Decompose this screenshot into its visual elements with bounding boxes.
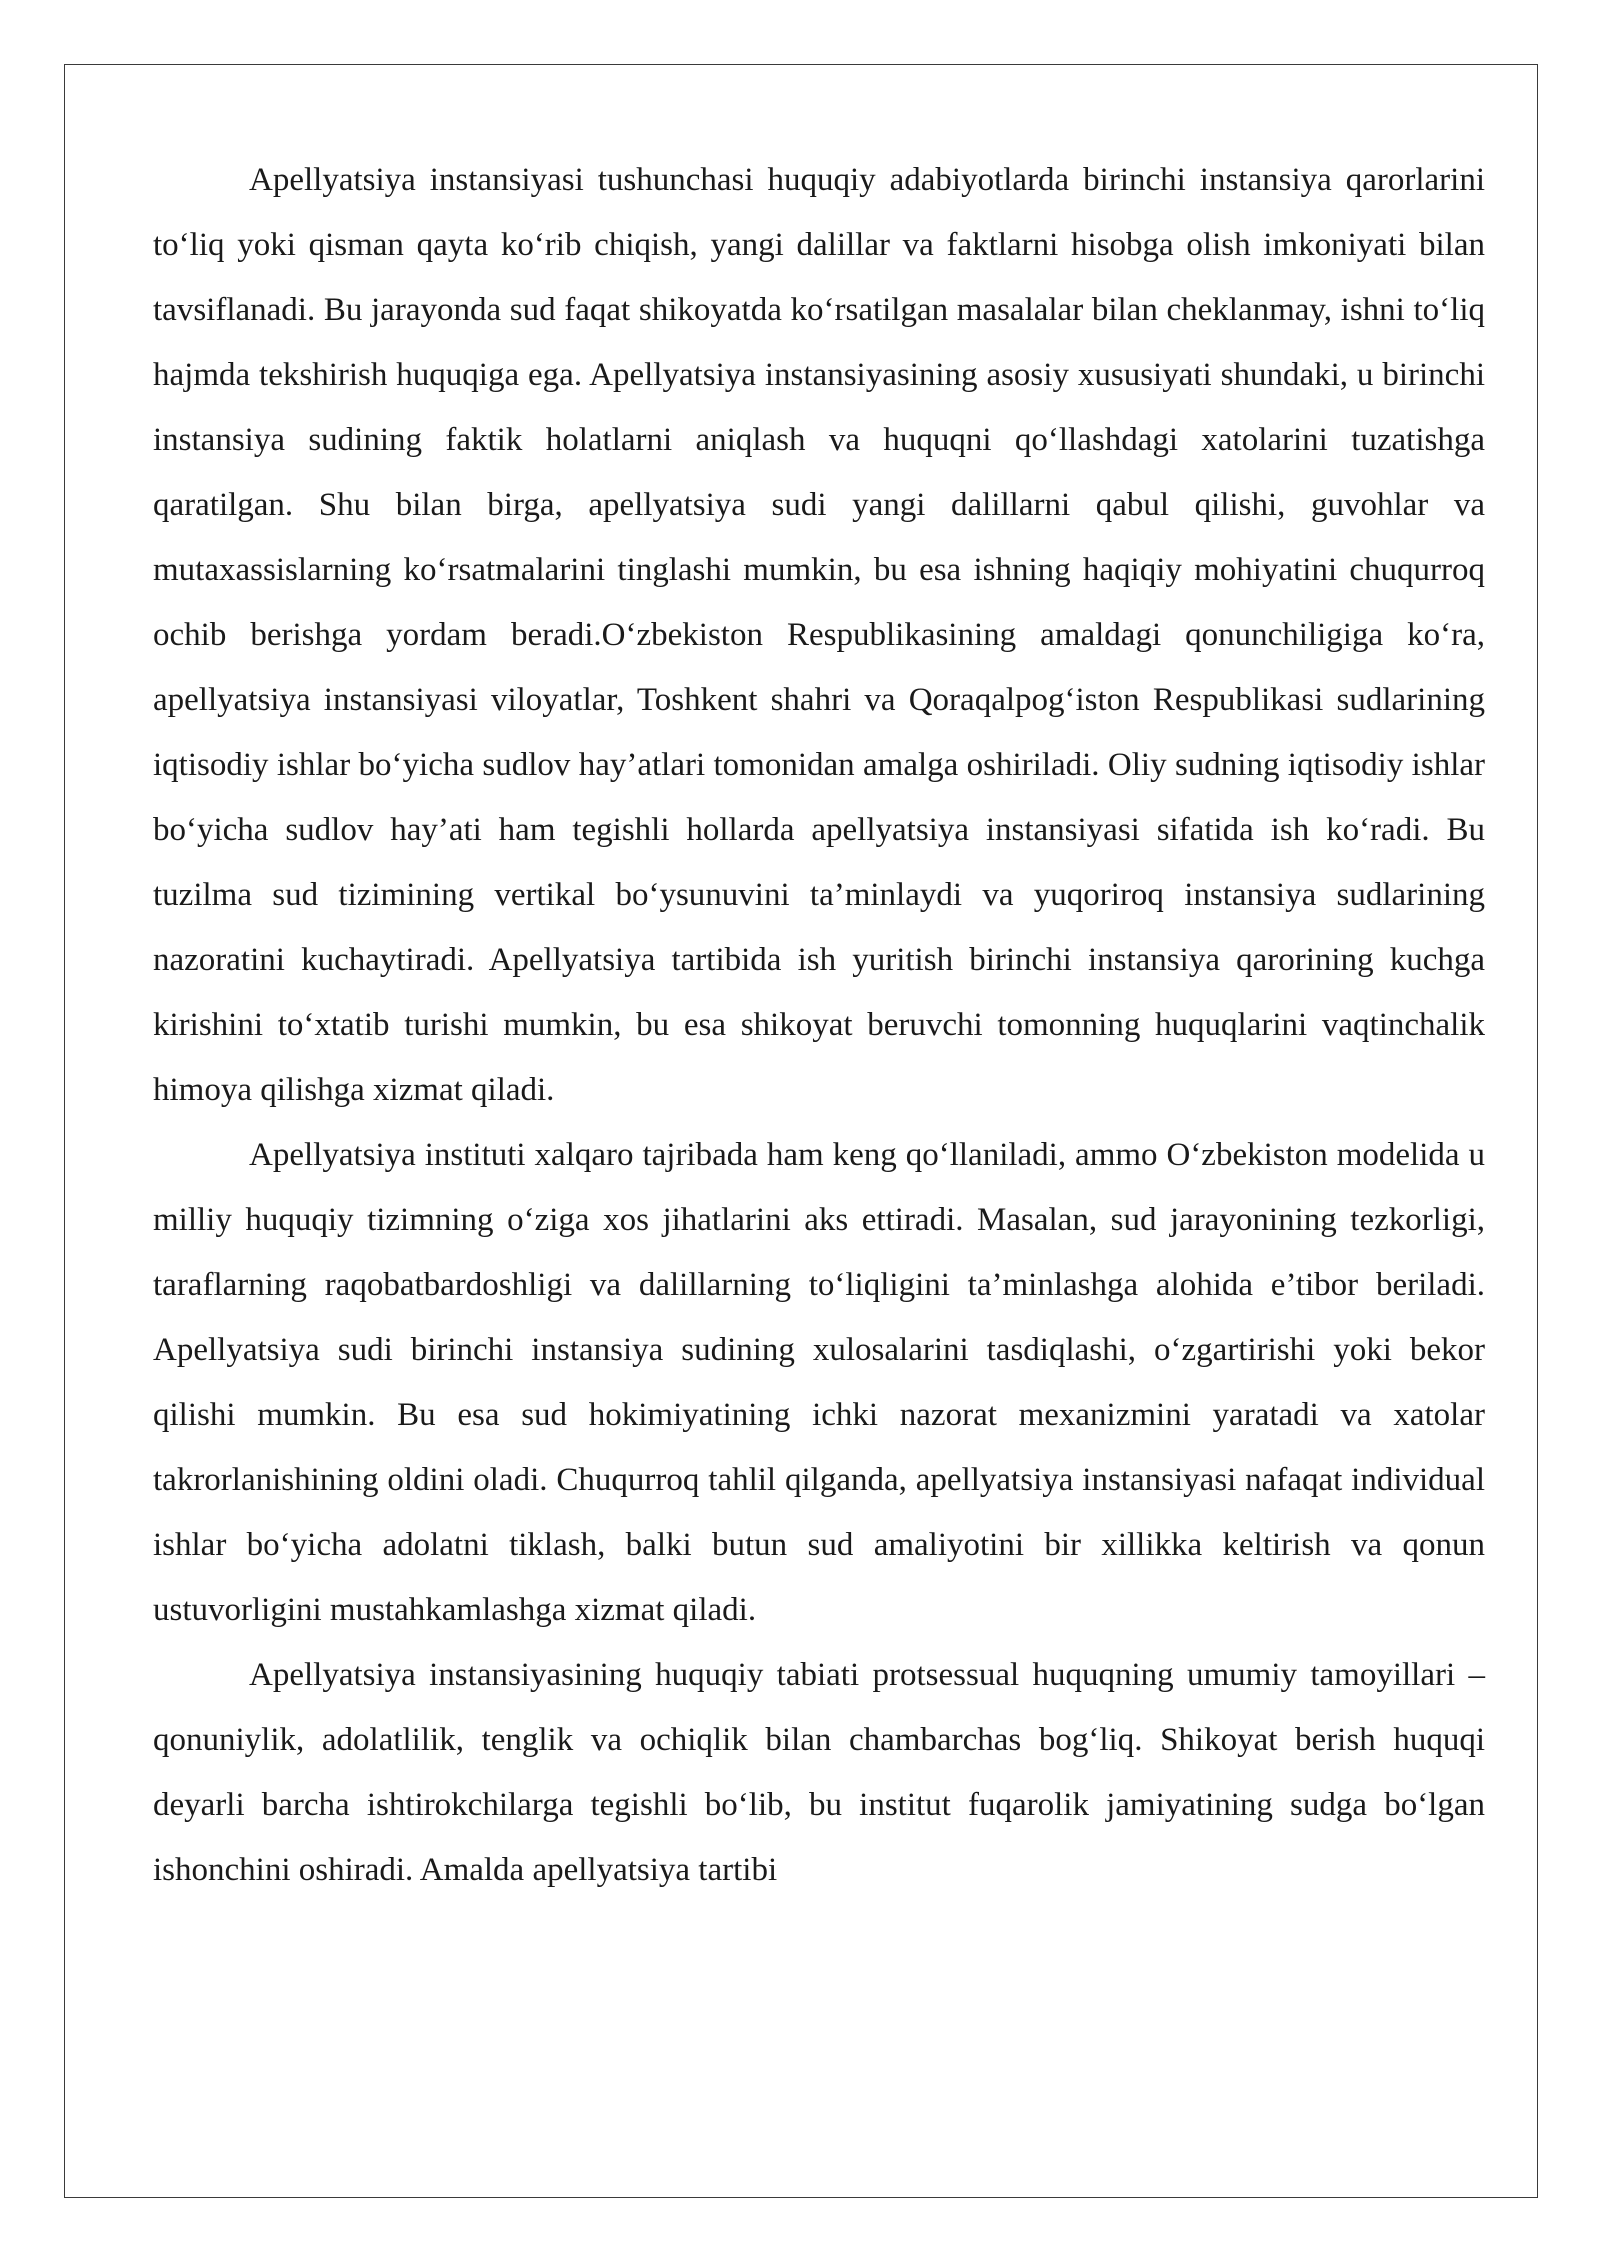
document-body [153,148,1485,1903]
paragraph-3: Apellyatsiya instansiyasining huquqiy tabiati protsessual huquqning umumiy tamoyillari – qonuniylik, adolatlilik, tenglik va ochiqlik bilan chambarchas bog‘liq. Shikoyat berish huquqi deyarli barcha ishtirokchilarga tegishli bo‘lib, bu institut fuqarolik jamiyatining sudga bo‘lgan ishonchini oshiradi. Amalda apellyatsiya tartibi [153,1657,1485,1888]
paragraph-1: Apellyatsiya instansiyasi tushunchasi huquqiy adabiyotlarda birinchi instansiya qarorlarini to‘liq yoki qisman qayta ko‘rib chiqish, yangi dalillar va faktlarni hisobga olish imkoniyati bilan tavsiflanadi. Bu jarayonda sud faqat shikoyatda ko‘rsatilgan masalalar bilan cheklanmay, ishni to‘liq hajmda tekshirish huquqiga ega. Apellyatsiya instansiyasining asosiy xususiyati shundaki, u birinchi instansiya sudining faktik holatlarni aniqlash va huquqni qo‘llashdagi xatolarini tuzatishga qaratilgan. Shu bilan birga, apellyatsiya sudi yangi dalillarni qabul qilishi, guvohlar va mutaxassislarning ko‘rsatmalarini tinglashi mumkin, bu esa ishning haqiqiy mohiyatini chuqurroq ochib berishga yordam beradi.O‘zbekiston Respublikasining amaldagi qonunchiligiga ko‘ra, apellyatsiya instansiyasi viloyatlar, Toshkent shahri va Qoraqalpog‘iston Respublikasi sudlarining iqtisodiy ishlar bo‘yicha sudlov hay’atlari tomonidan amalga oshiriladi. Oliy sudning iqtisodiy ishlar bo‘yicha sudlov hay’ati ham tegishli hollarda apellyatsiya instansiyasi sifatida ish ko‘radi. Bu tuzilma sud tizimining vertikal bo‘ysunuvini ta’minlaydi va yuqoriroq instansiya sudlarining nazoratini kuchaytiradi. Apellyatsiya tartibida ish yuritish birinchi instansiya qarorining kuchga kirishini to‘xtatib turishi mumkin, bu esa shikoyat beruvchi tomonning huquqlarini vaqtinchalik himoya qilishga xizmat qiladi. [153,162,1485,1108]
paragraph-2: Apellyatsiya instituti xalqaro tajribada ham keng qo‘llaniladi, ammo O‘zbekiston modelida u milliy huquqiy tizimning o‘ziga xos jihatlarini aks ettiradi. Masalan, sud jarayonining tezkorligi, taraflarning raqobatbardoshligi va dalillarning to‘liqligini ta’minlashga alohida e’tibor beriladi. Apellyatsiya sudi birinchi instansiya sudining xulosalarini tasdiqlashi, o‘zgartirishi yoki bekor qilishi mumkin. Bu esa sud hokimiyatining ichki nazorat mexanizmini yaratadi va xatolar takrorlanishining oldini oladi. Chuqurroq tahlil qilganda, apellyatsiya instansiyasi nafaqat individual ishlar bo‘yicha adolatni tiklash, balki butun sud amaliyotini bir xillikka keltirish va qonun ustuvorligini mustahkamlashga xizmat qiladi. [153,1137,1485,1628]
